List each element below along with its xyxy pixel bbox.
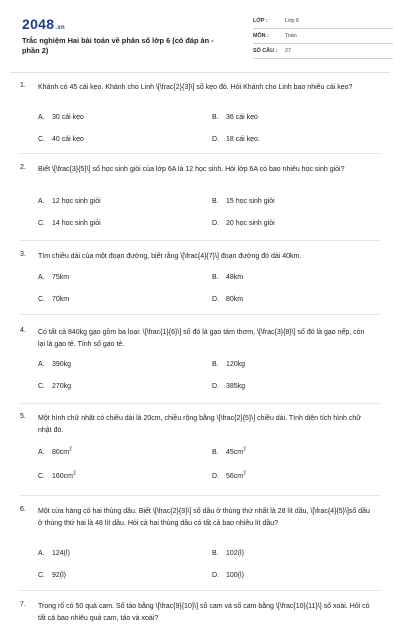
option-text: 270kg xyxy=(52,383,72,390)
logo-main-text: 2048 xyxy=(22,16,55,32)
logo-tld-text: .vn xyxy=(55,25,65,31)
question-item xyxy=(20,413,380,496)
option-letter: B. xyxy=(212,449,219,456)
option-text: 102(l) xyxy=(226,550,244,557)
answer-option[interactable] xyxy=(38,296,69,303)
option-text: 12 học sinh giỏi xyxy=(52,198,101,205)
answer-option[interactable] xyxy=(38,274,69,281)
meta-info xyxy=(253,16,393,61)
meta-row-subject xyxy=(253,31,393,44)
meta-label: LỚP : xyxy=(253,18,268,24)
meta-value: Lớp 6 xyxy=(285,18,300,24)
meta-value: 27 xyxy=(285,48,291,54)
answer-option[interactable] xyxy=(38,198,101,205)
option-text: 124(l) xyxy=(52,550,70,557)
question-text: Một cửa hàng có hai thùng dầu. Biết \[\frac{2}{3}\] số dầu ở thùng thứ nhất là 28 lít dầu, \[\frac{4}{5}\]số dầu ở thùng thứ hai là 48 lít dầu. Hỏi cả hai thùng dầu có tất cả bao nhiêu lít dầu? xyxy=(38,508,370,527)
option-text: 20 học sinh giỏi xyxy=(226,220,275,227)
option-letter: B. xyxy=(212,274,219,281)
option-text: 100(l) xyxy=(226,572,244,579)
meta-row-class xyxy=(253,16,393,29)
option-letter: B. xyxy=(212,550,219,557)
option-text: 70km xyxy=(52,296,70,303)
question-number: 3. xyxy=(20,251,26,258)
answer-option[interactable] xyxy=(38,361,71,368)
answer-option[interactable] xyxy=(212,383,245,390)
question-text: Khánh có 45 cái kẹo. Khánh cho Linh \[\frac{2}{3}\] số kẹo đó. Hỏi Khánh cho Linh bao nhiêu cái kẹo? xyxy=(38,84,353,91)
question-number: 1. xyxy=(20,82,26,89)
option-letter: D. xyxy=(212,296,219,303)
question-text: Một hình chữ nhật có chiều dài là 20cm, chiều rộng bằng \[\frac{2}{5}\] chiều dài. Tính diện tích hình chữ nhật đó. xyxy=(38,415,361,434)
question-text: Có tất cả 840kg gạo gồm ba loại: \[\frac{1}{6}\] số đó là gạo tám thơm, \[\frac{3}{8}\] số đó là gạo nếp, còn lại là gạo tẻ. Tính số gạo tẻ. xyxy=(38,329,365,348)
question-number: 5. xyxy=(20,413,26,420)
option-text: 80cm xyxy=(52,449,70,456)
option-letter: A. xyxy=(38,114,45,121)
question-number: 6. xyxy=(20,506,26,513)
question-item xyxy=(20,601,380,631)
answer-option[interactable] xyxy=(212,198,275,205)
option-text: 92(l) xyxy=(52,572,67,579)
option-text: 385kg xyxy=(226,383,246,390)
answer-option[interactable] xyxy=(212,114,258,121)
option-text: 120kg xyxy=(226,361,246,368)
option-letter: C. xyxy=(38,383,45,390)
question-number: 4. xyxy=(20,327,26,334)
question-item xyxy=(20,82,380,154)
option-letter: C. xyxy=(38,473,45,480)
option-letter: C. xyxy=(38,572,45,579)
superscript-exponent: 2 xyxy=(73,470,76,477)
option-text: 14 học sinh giỏi xyxy=(52,220,101,227)
question-number: 7. xyxy=(20,601,26,608)
answer-option[interactable] xyxy=(38,136,84,143)
answer-option[interactable] xyxy=(38,220,101,227)
meta-row-count xyxy=(253,46,393,59)
option-letter: D. xyxy=(212,136,219,143)
question-text: Tìm chiều dài của một đoạn đường, biết rằng \[\frac{4}{7}\] đoạn đường đó dài 40km. xyxy=(38,253,302,260)
document-title: Trắc nghiệm Hai bài toán về phân số lớp 6 (có đáp án - phần 2) xyxy=(22,36,214,55)
answer-option[interactable] xyxy=(212,136,260,143)
option-letter: C. xyxy=(38,136,45,143)
meta-value: Toán xyxy=(285,33,297,39)
option-text: 80km xyxy=(226,296,244,303)
option-text: 48km xyxy=(226,274,244,281)
question-item xyxy=(20,164,380,241)
option-text: 45cm xyxy=(226,449,244,456)
option-letter: A. xyxy=(38,198,45,205)
answer-option[interactable] xyxy=(212,446,246,456)
question-item xyxy=(20,506,380,591)
document-header xyxy=(22,12,382,64)
option-letter: A. xyxy=(38,449,45,456)
answer-option[interactable] xyxy=(212,220,275,227)
option-letter: A. xyxy=(38,550,45,557)
option-text: 56cm xyxy=(226,473,244,480)
answer-option[interactable] xyxy=(38,550,70,557)
option-letter: A. xyxy=(38,274,45,281)
answer-option[interactable] xyxy=(38,446,72,456)
answer-option[interactable] xyxy=(212,550,244,557)
option-text: 36 cái kẹo xyxy=(226,114,258,121)
option-text: 40 cái kẹo xyxy=(52,136,84,143)
answer-option[interactable] xyxy=(38,470,76,480)
question-text: Trong rổ có 50 quả cam. Số táo bằng \[\frac{9}{10}\] số cam và số cam bằng \[\frac{10}{11}\] số xoài. Hỏi có tất cả bao nhiêu quả cam, táo và xoài? xyxy=(38,603,370,622)
option-text: 15 học sinh giỏi xyxy=(226,198,275,205)
superscript-exponent: 2 xyxy=(243,446,246,453)
option-text: 18 cái kẹo. xyxy=(226,136,260,143)
question-list xyxy=(20,82,380,631)
answer-option[interactable] xyxy=(212,296,243,303)
answer-option[interactable] xyxy=(212,572,244,579)
option-text: 30 cái kẹo xyxy=(52,114,84,121)
question-number: 2. xyxy=(20,164,26,171)
option-text: 390kg xyxy=(52,361,72,368)
site-logo[interactable] xyxy=(22,16,65,32)
option-letter: B. xyxy=(212,361,219,368)
superscript-exponent: 2 xyxy=(243,470,246,477)
answer-option[interactable] xyxy=(38,383,71,390)
option-letter: D. xyxy=(212,572,219,579)
question-item xyxy=(20,251,380,315)
option-letter: D. xyxy=(212,220,219,227)
answer-option[interactable] xyxy=(212,361,245,368)
option-text: 160cm xyxy=(52,473,74,480)
option-letter: C. xyxy=(38,296,45,303)
option-letter: A. xyxy=(38,361,45,368)
answer-option[interactable] xyxy=(38,572,66,579)
option-letter: D. xyxy=(212,383,219,390)
answer-option[interactable] xyxy=(38,114,84,121)
meta-label: MÔN : xyxy=(253,33,269,39)
superscript-exponent: 2 xyxy=(69,446,72,453)
option-letter: D. xyxy=(212,473,219,480)
header-divider xyxy=(10,72,390,73)
option-letter: C. xyxy=(38,220,45,227)
answer-option[interactable] xyxy=(212,470,246,480)
meta-label: SỐ CÂU : xyxy=(253,48,278,54)
question-text: Biết \[\frac{3}{5}\] số học sinh giỏi của lớp 6A là 12 học sinh. Hỏi lớp 6A có bao nhiêu học sinh giỏi? xyxy=(38,166,345,173)
question-item xyxy=(20,327,380,404)
option-letter: B. xyxy=(212,114,219,121)
option-letter: B. xyxy=(212,198,219,205)
option-text: 75km xyxy=(52,274,70,281)
answer-option[interactable] xyxy=(212,274,243,281)
